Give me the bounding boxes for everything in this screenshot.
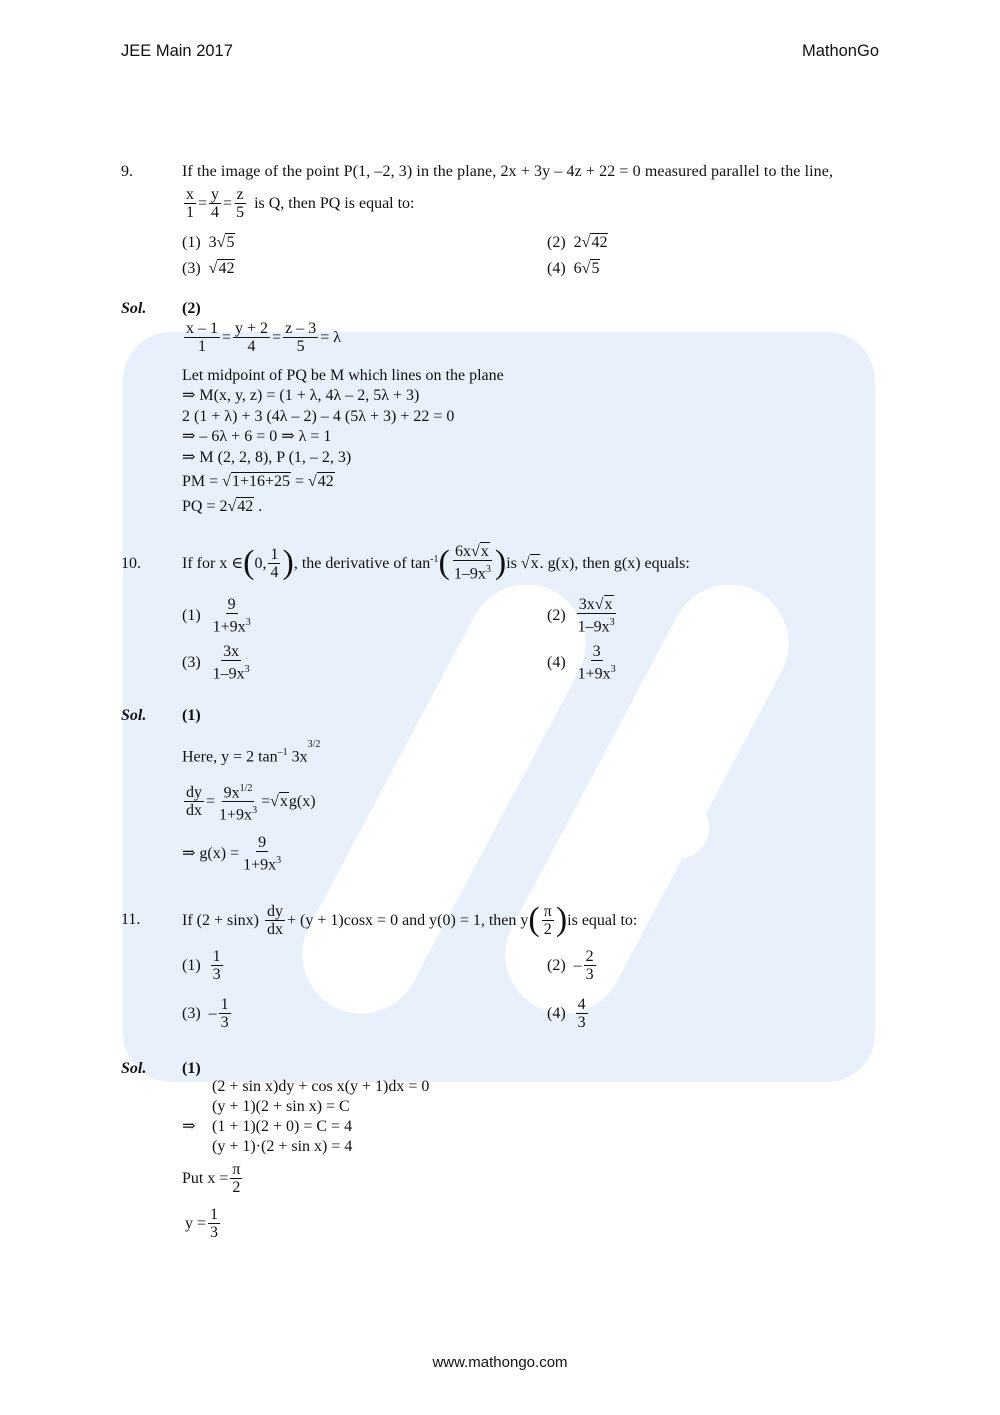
question-text: If (2 + sinx) $\frac{dy}{dx}$ + (y + 1)cosx = 0 and y(0) = 1, then y ( $\frac{\pi}{2}$ ) is equal to: [182, 901, 638, 938]
solution-substitution: Put x = $\frac{\pi}{2}$ [182, 1161, 241, 1196]
solution-step: Let midpoint of PQ be M which lines on the plane [182, 367, 504, 384]
question-text: If for x ∈ ( 0, $\frac{1}{4}$ ) , the derivative of tan $^{-1}$ ( $\frac{6x√x}{1-9x^3}$ ) is √ x . g(x), then g(x) equals: [182, 543, 690, 583]
header-brand: MathonGo [801, 42, 879, 60]
solution-step: (y + 1)(2 + sin x) = C [212, 1098, 350, 1115]
option-1[interactable]: (1) $\frac{1}{3}$ [182, 948, 221, 983]
solution-answer: (2) [182, 300, 201, 317]
option-4[interactable]: (4) 6√5 [547, 260, 600, 277]
solution-result: ⇒ g(x) = $\frac{9}{1+9x^3}$ [182, 834, 282, 874]
solution-label: Sol. [121, 300, 147, 317]
solution-pm: PM = √1+16+25 = √42 [182, 473, 334, 490]
solution-step: (2 + sin x)dy + cos x(y + 1)dx = 0 [212, 1078, 430, 1095]
solution-answer: (1) [182, 707, 201, 724]
option-3[interactable]: (3) $\frac{3x}{1-9x^3}$ [182, 643, 250, 683]
question-number: 10. [121, 555, 141, 572]
solution-step: ⇒ – 6λ + 6 = 0 ⇒ λ = 1 [182, 428, 332, 445]
option-4[interactable]: (4) $\frac{4}{3}$ [547, 996, 586, 1031]
solution-step: (1 + 1)(2 + 0) = C = 4 [212, 1118, 353, 1135]
option-2[interactable]: (2) – $\frac{2}{3}$ [547, 948, 594, 983]
solution-step: ⇒ M (2, 2, 8), P (1, – 2, 3) [182, 449, 352, 466]
solution-step: (y + 1)·(2 + sin x) = 4 [212, 1138, 353, 1155]
solution-derivative: $\frac{dy}{dx}$ = $\frac{9x^{1/2}}{1+9x^3}$ = √ x g(x) [182, 780, 316, 824]
solution-step: Here, y = 2 $\tan^{-1} 3x^{3/2}$ [182, 739, 321, 766]
question-number: 9. [121, 163, 133, 180]
header-exam-title: JEE Main 2017 [121, 42, 233, 60]
option-1[interactable]: (1) $\frac{9}{1+9x^3}$ [182, 596, 251, 636]
footer-url[interactable]: www.mathongo.com [432, 1354, 568, 1371]
implies-symbol: ⇒ [182, 1118, 196, 1135]
option-4[interactable]: (4) $\frac{3}{1+9x^3}$ [547, 643, 616, 683]
option-3[interactable]: (3) √42 [182, 260, 235, 277]
solution-step: 2 (1 + λ) + 3 (4λ – 2) – 4 (5λ + 3) + 22 = 0 [182, 408, 455, 425]
solution-step: ⇒ M(x, y, z) = (1 + λ, 4λ – 2, 5λ + 3) [182, 387, 420, 404]
solution-result: y = $\frac{1}{3}$ [185, 1206, 219, 1241]
option-1[interactable]: (1) 3√5 [182, 234, 235, 251]
question-number: 11. [121, 911, 141, 928]
question-line-equation: $\frac{x}{1}$ = $\frac{y}{4}$ = $\frac{z}{5}$ is Q, then PQ is equal to: [186, 186, 415, 221]
option-2[interactable]: (2) 2√42 [547, 234, 608, 251]
question-text: If the image of the point P(1, –2, 3) in the plane, 2x + 3y – 4z + 22 = 0 measured parallel to the line, [182, 163, 834, 180]
solution-label: Sol. [121, 1060, 147, 1077]
solution-label: Sol. [121, 707, 147, 724]
solution-pq: PQ = 2√42 . [182, 498, 263, 515]
option-3[interactable]: (3) – $\frac{1}{3}$ [182, 996, 229, 1031]
solution-answer: (1) [182, 1060, 201, 1077]
solution-equation: $\frac{x - 1}{1}$ = $\frac{y + 2}{4}$ = $\frac{z - 3}{5}$ = λ [186, 320, 341, 355]
option-2[interactable]: (2) $\frac{3x√x}{1-9x^3}$ [547, 596, 615, 636]
